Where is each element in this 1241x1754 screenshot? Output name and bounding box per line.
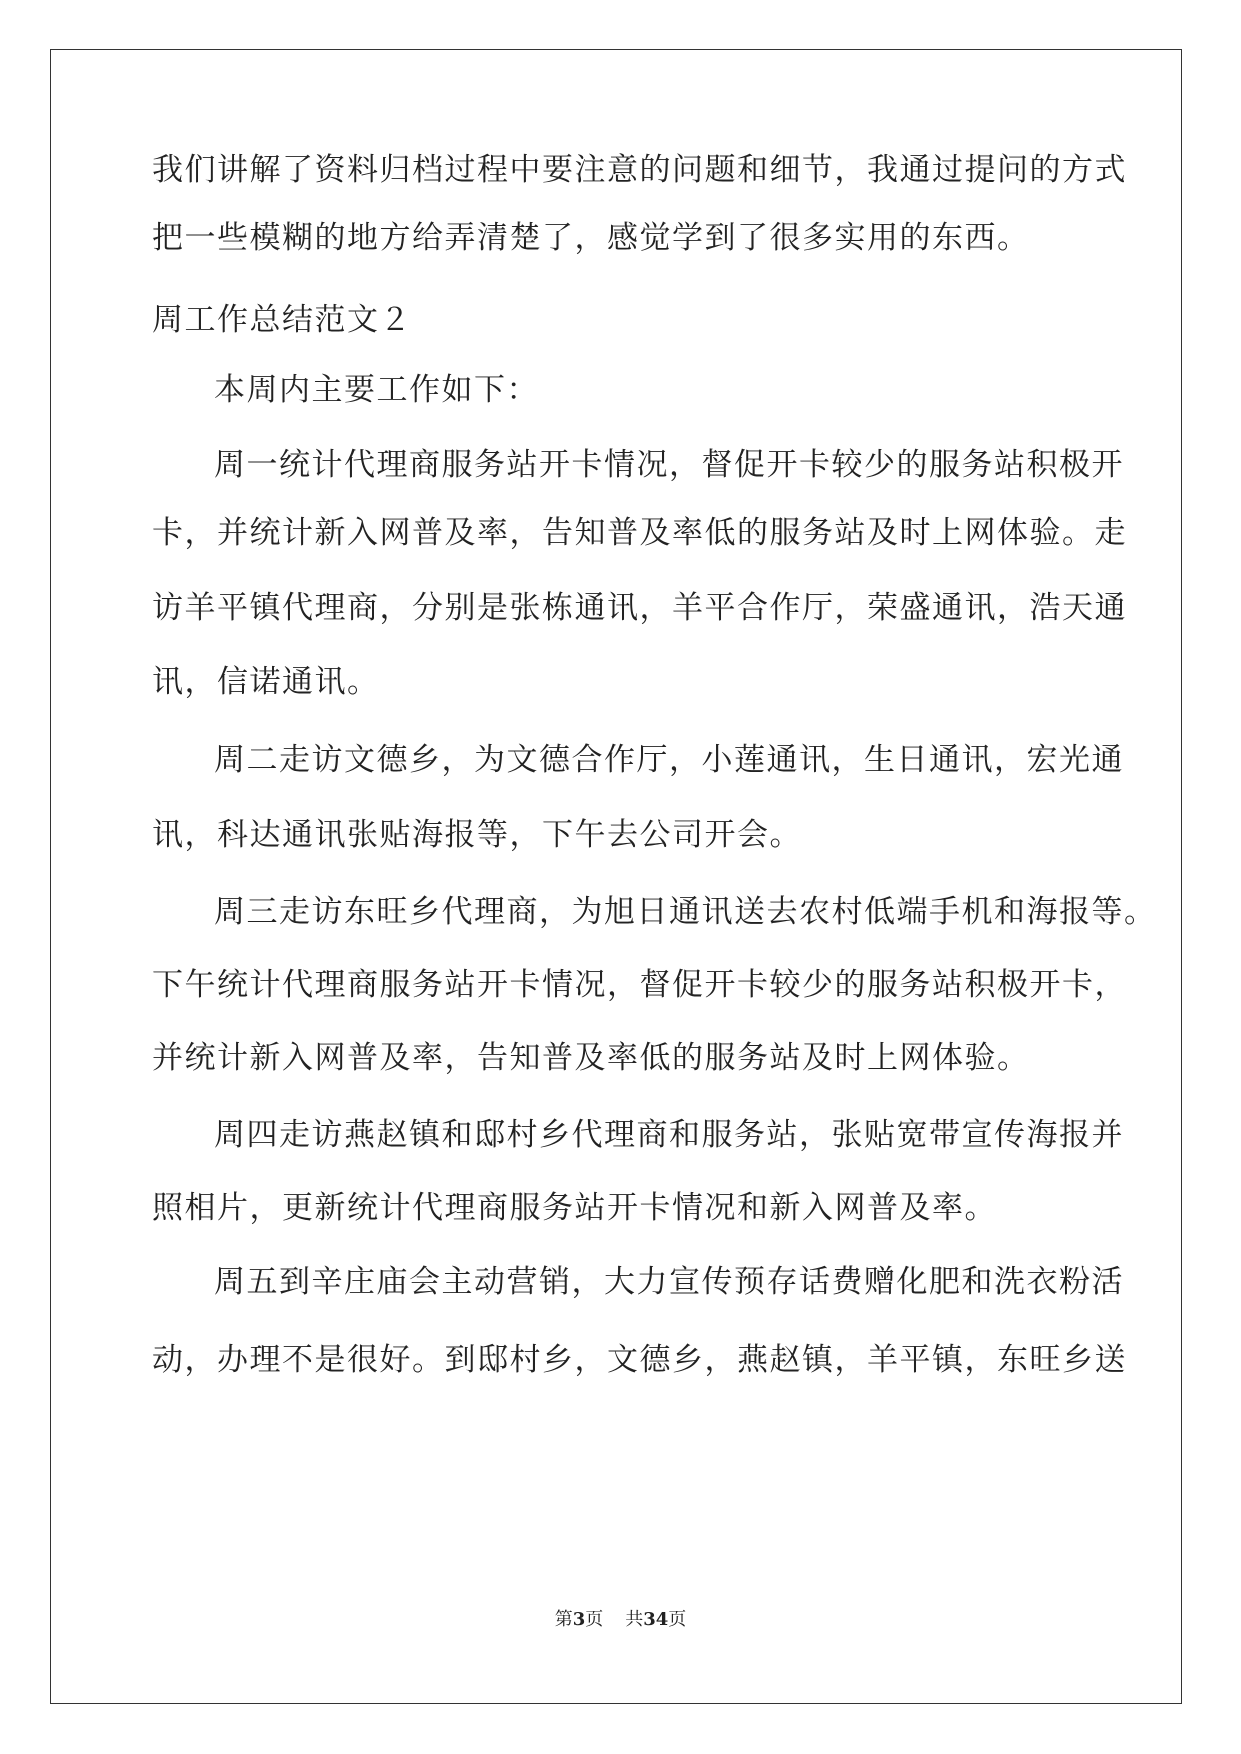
total-prefix: 共 xyxy=(625,1609,644,1630)
text-line-10: 讯，科达通讯张贴海报等，下午去公司开会。 xyxy=(152,817,802,853)
text-line-17: 动，办理不是很好。到邸村乡，文德乡，燕赵镇，羊平镇，东旺乡送 xyxy=(152,1342,1127,1378)
total-suffix: 页 xyxy=(668,1609,687,1630)
page-suffix: 页 xyxy=(585,1609,604,1630)
page-footer xyxy=(0,1608,1241,1632)
text-line-7: 访羊平镇代理商，分别是张栋通讯，羊平合作厅，荣盛通讯，浩天通 xyxy=(152,590,1127,626)
text-line-11: 周三走访东旺乡代理商，为旭日通讯送去农村低端手机和海报等。 xyxy=(214,894,1157,930)
text-line-15: 照相片，更新统计代理商服务站开卡情况和新入网普及率。 xyxy=(152,1190,997,1226)
page-border xyxy=(50,49,1182,1704)
text-line-4: 本周内主要工作如下： xyxy=(214,372,539,408)
text-line-9: 周二走访文德乡，为文德合作厅，小莲通讯，生日通讯，宏光通 xyxy=(214,742,1124,778)
text-line-8: 讯，信诺通讯。 xyxy=(152,664,380,700)
text-line-6: 卡，并统计新入网普及率，告知普及率低的服务站及时上网体验。走 xyxy=(152,515,1127,551)
page-number: 3 xyxy=(572,1609,586,1630)
text-line-2: 把一些模糊的地方给弄清楚了，感觉学到了很多实用的东西。 xyxy=(152,220,1030,256)
section-heading: 周工作总结范文２ xyxy=(152,302,412,338)
text-line-16: 周五到辛庄庙会主动营销，大力宣传预存话费赠化肥和洗衣粉活 xyxy=(214,1264,1124,1300)
text-line-5: 周一统计代理商服务站开卡情况，督促开卡较少的服务站积极开 xyxy=(214,447,1124,483)
text-line-12: 下午统计代理商服务站开卡情况，督促开卡较少的服务站积极开卡， xyxy=(152,967,1127,1003)
total-pages: 34 xyxy=(643,1609,669,1630)
text-line-13: 并统计新入网普及率，告知普及率低的服务站及时上网体验。 xyxy=(152,1040,1030,1076)
text-line-1: 我们讲解了资料归档过程中要注意的问题和细节，我通过提问的方式 xyxy=(152,152,1127,188)
text-line-14: 周四走访燕赵镇和邸村乡代理商和服务站，张贴宽带宣传海报并 xyxy=(214,1117,1124,1153)
page-prefix: 第 xyxy=(554,1609,573,1630)
